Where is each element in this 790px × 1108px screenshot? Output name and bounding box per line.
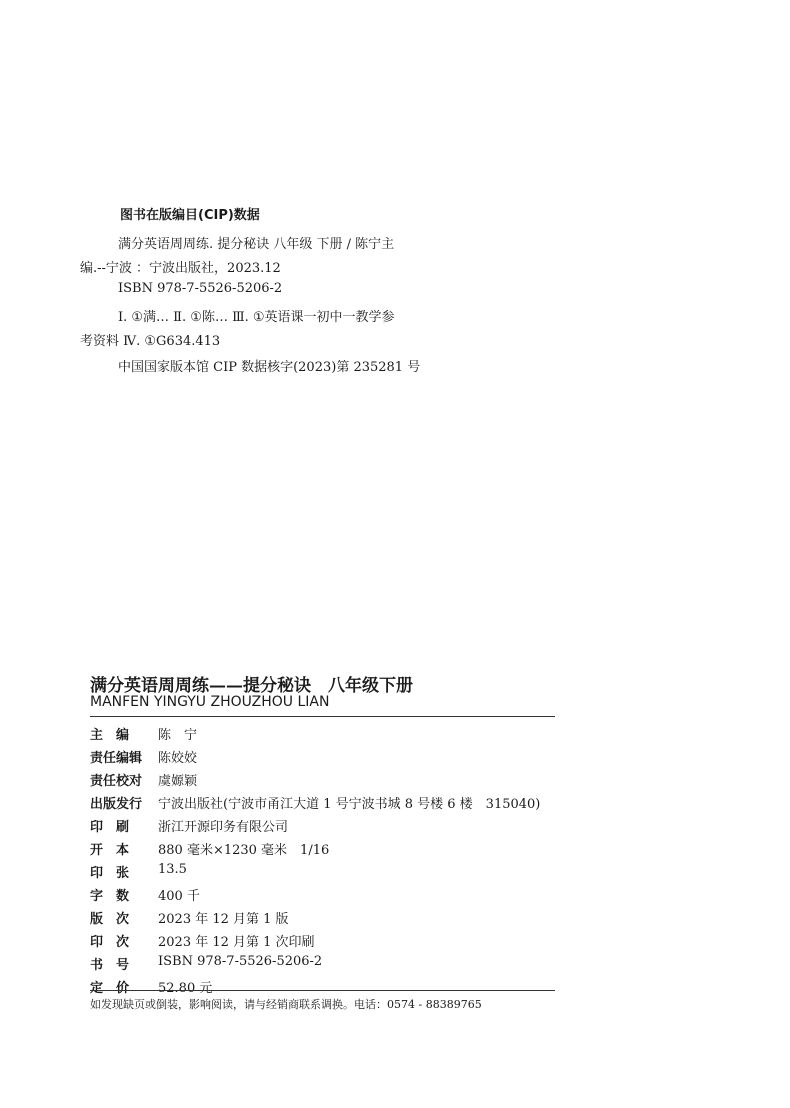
cip-line: 编.--宁波 ：宁波出版社，2023.12 [80,261,281,276]
info-label: 出版发行 [90,797,143,812]
info-label: 主 编 [90,728,130,743]
footer-notice: 如发现缺页或倒装，影响阅读，请与经销商联系调换。电话：0574 - 88389765 [90,998,482,1011]
info-label: 印 次 [90,935,130,950]
info-value: 2023 年 12 月第 1 次印刷 [158,935,315,950]
info-value: 宁波出版社(宁波市甬江大道 1 号宁波书城 8 号楼 6 楼 315040) [158,797,541,812]
info-label: 开 本 [90,843,130,858]
book-pinyin-title: MANFEN YINGYU ZHOUZHOU LIAN [90,694,330,710]
info-value: 2023 年 12 月第 1 版 [158,912,289,927]
cip-line: 中国国家版本馆 CIP 数据核字(2023)第 235281 号 [118,360,421,375]
info-value: 13.5 [158,862,187,877]
cip-line: ISBN 978-7-5526-5206-2 [118,281,283,296]
info-value: 400 千 [158,889,200,904]
info-label: 印 刷 [90,820,130,835]
cip-line: Ⅰ. ①满… Ⅱ. ①陈… Ⅲ. ①英语课一初中一教学参 [118,310,395,325]
info-label: 版 次 [90,912,130,927]
cip-heading: 图书在版编目(CIP)数据 [120,208,260,223]
info-value: 虞嫄颖 [158,774,198,789]
info-value: ISBN 978-7-5526-5206-2 [158,954,323,969]
divider-bottom [90,990,555,991]
info-label: 定 价 [90,981,130,996]
cip-line: 满分英语周周练. 提分秘诀 八年级 下册 / 陈宁主 [118,237,395,252]
info-label: 责任编辑 [90,751,143,766]
divider-top [90,716,555,717]
info-label: 字 数 [90,889,130,904]
info-value: 52.80 元 [158,981,213,996]
info-label: 书 号 [90,958,130,973]
info-label: 责任校对 [90,774,143,789]
info-value: 880 毫米×1230 毫米 1/16 [158,843,330,858]
info-value: 浙江开源印务有限公司 [158,820,289,835]
info-value: 陈 宁 [158,728,198,743]
cip-line: 考资料 Ⅳ. ①G634.413 [80,334,221,349]
info-value: 陈姣姣 [158,751,198,766]
info-label: 印 张 [90,866,130,881]
book-title: 满分英语周周练——提分秘诀 八年级下册 [90,676,413,696]
